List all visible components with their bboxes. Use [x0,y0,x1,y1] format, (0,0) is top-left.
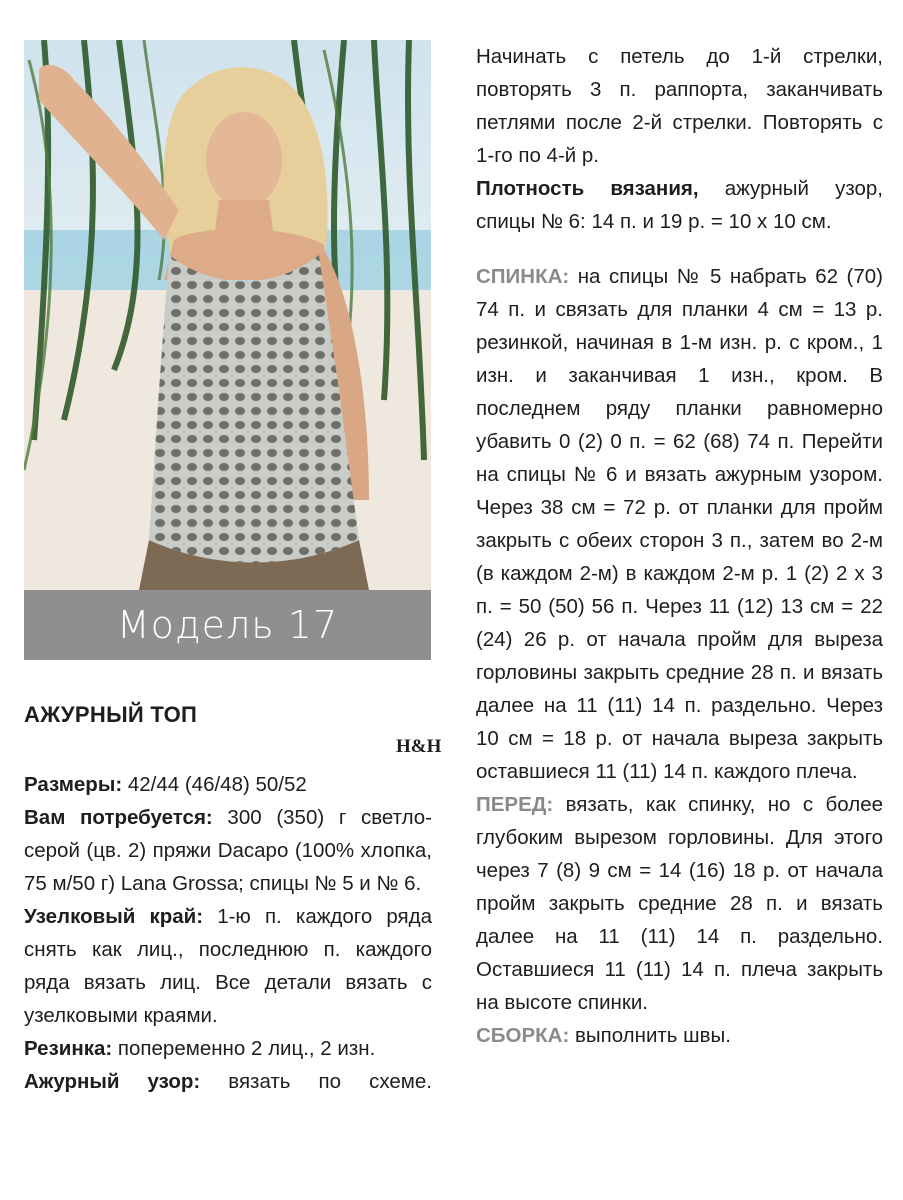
lace-paragraph [24,1065,432,1098]
front-paragraph [476,788,883,1019]
materials-text: 300 (350) г светло-серой (цв. 2) пряжи Dacapo (100% хлопка, 75 м/50 г) Lana Grossa; спицы № 5 и № 6. [24,806,432,895]
paragraph-gap [476,238,883,260]
lace-text: вязать по схеме. [200,1070,432,1093]
intro-paragraph: Начинать с петель до 1-й стрелки, повторять 3 п. раппорта, заканчивать петлями после 2-й стрелки. Повторять с 1-го по 4-й р. [476,45,883,167]
model-photo [24,40,431,590]
sizes-paragraph [24,768,432,801]
edge-text: 1-ю п. каждого ряда снять как лиц., последнюю п. каждого ряда вязать лиц. Все детали вязать с узелковыми краями. [24,905,433,1027]
front-label: ПЕРЕД: [476,793,554,816]
materials-paragraph [24,801,432,900]
assembly-text: выполнить швы. [569,1024,731,1047]
gauge-text: ажурный узор, спицы № 6: 14 п. и 19 р. = 10 х 10 см. [476,177,883,233]
rib-paragraph [24,1032,432,1065]
article-title: АЖУРНЫЙ ТОП [24,702,198,727]
source-label: H&H [396,736,442,757]
materials-label: Вам потребуется: [24,806,213,829]
assembly-paragraph [476,1019,883,1052]
back-text: на спицы № 5 набрать 62 (70) 74 п. и связать для планки 4 см = 13 р. резинкой, начиная в 1-м изн. р. с кром., 1 изн. и заканчивая 1 изн., кром. В последнем ряду планки равномерно убавить 0 (2) 0 п. = 62 (68) 74 п. Перейти на спицы № 6 и вязать ажурным узором. Через 38 см = 72 р. от планки для пройм закрыть с обеих сторон 3 п., затем во 2-м (в каждом 2-м) в каждом 2-м р. 1 (2) 2 х 3 п. = 50 (50) 56 п. Через 11 (12) 13 см = 22 (24) 26 р. от начала пройм для выреза горловины закрыть средние 28 п. и вязать далее на 11 (11) 14 п. раздельно. Через 10 см = 18 р. от начала выреза закрыть оставшиеся 11 (11) 14 п. каждого плеча. [476,265,883,783]
right-column [476,40,883,1052]
assembly-label: СБОРКА: [476,1024,570,1047]
rib-label: Резинка: [24,1037,113,1060]
back-label: СПИНКА: [476,265,570,288]
sizes-text: 42/44 (46/48) 50/52 [122,773,307,796]
gauge-label: Плотность вязания, [476,177,699,200]
model-photo-illustration [24,40,431,590]
sizes-label: Размеры: [24,773,123,796]
edge-label: Узелковый край: [24,905,204,928]
gauge-paragraph [476,172,883,238]
left-column [24,768,432,1098]
back-paragraph [476,260,883,788]
edge-paragraph [24,900,432,1032]
lace-label: Ажурный узор: [24,1070,201,1093]
front-text: вязать, как спинку, но с более глубоким вырезом горловины. Для этого через 7 (8) 9 см = 14 (16) 18 р. от начала пройм закрыть средние 28 п. и вязать далее на 11 (11) 14 п. раздельно. Оставшиеся 11 (11) 14 п. плеча закрыть на высоте спинки. [476,793,883,1014]
model-caption: Модель 17 [24,590,431,660]
rib-text: попеременно 2 лиц., 2 изн. [112,1037,376,1060]
